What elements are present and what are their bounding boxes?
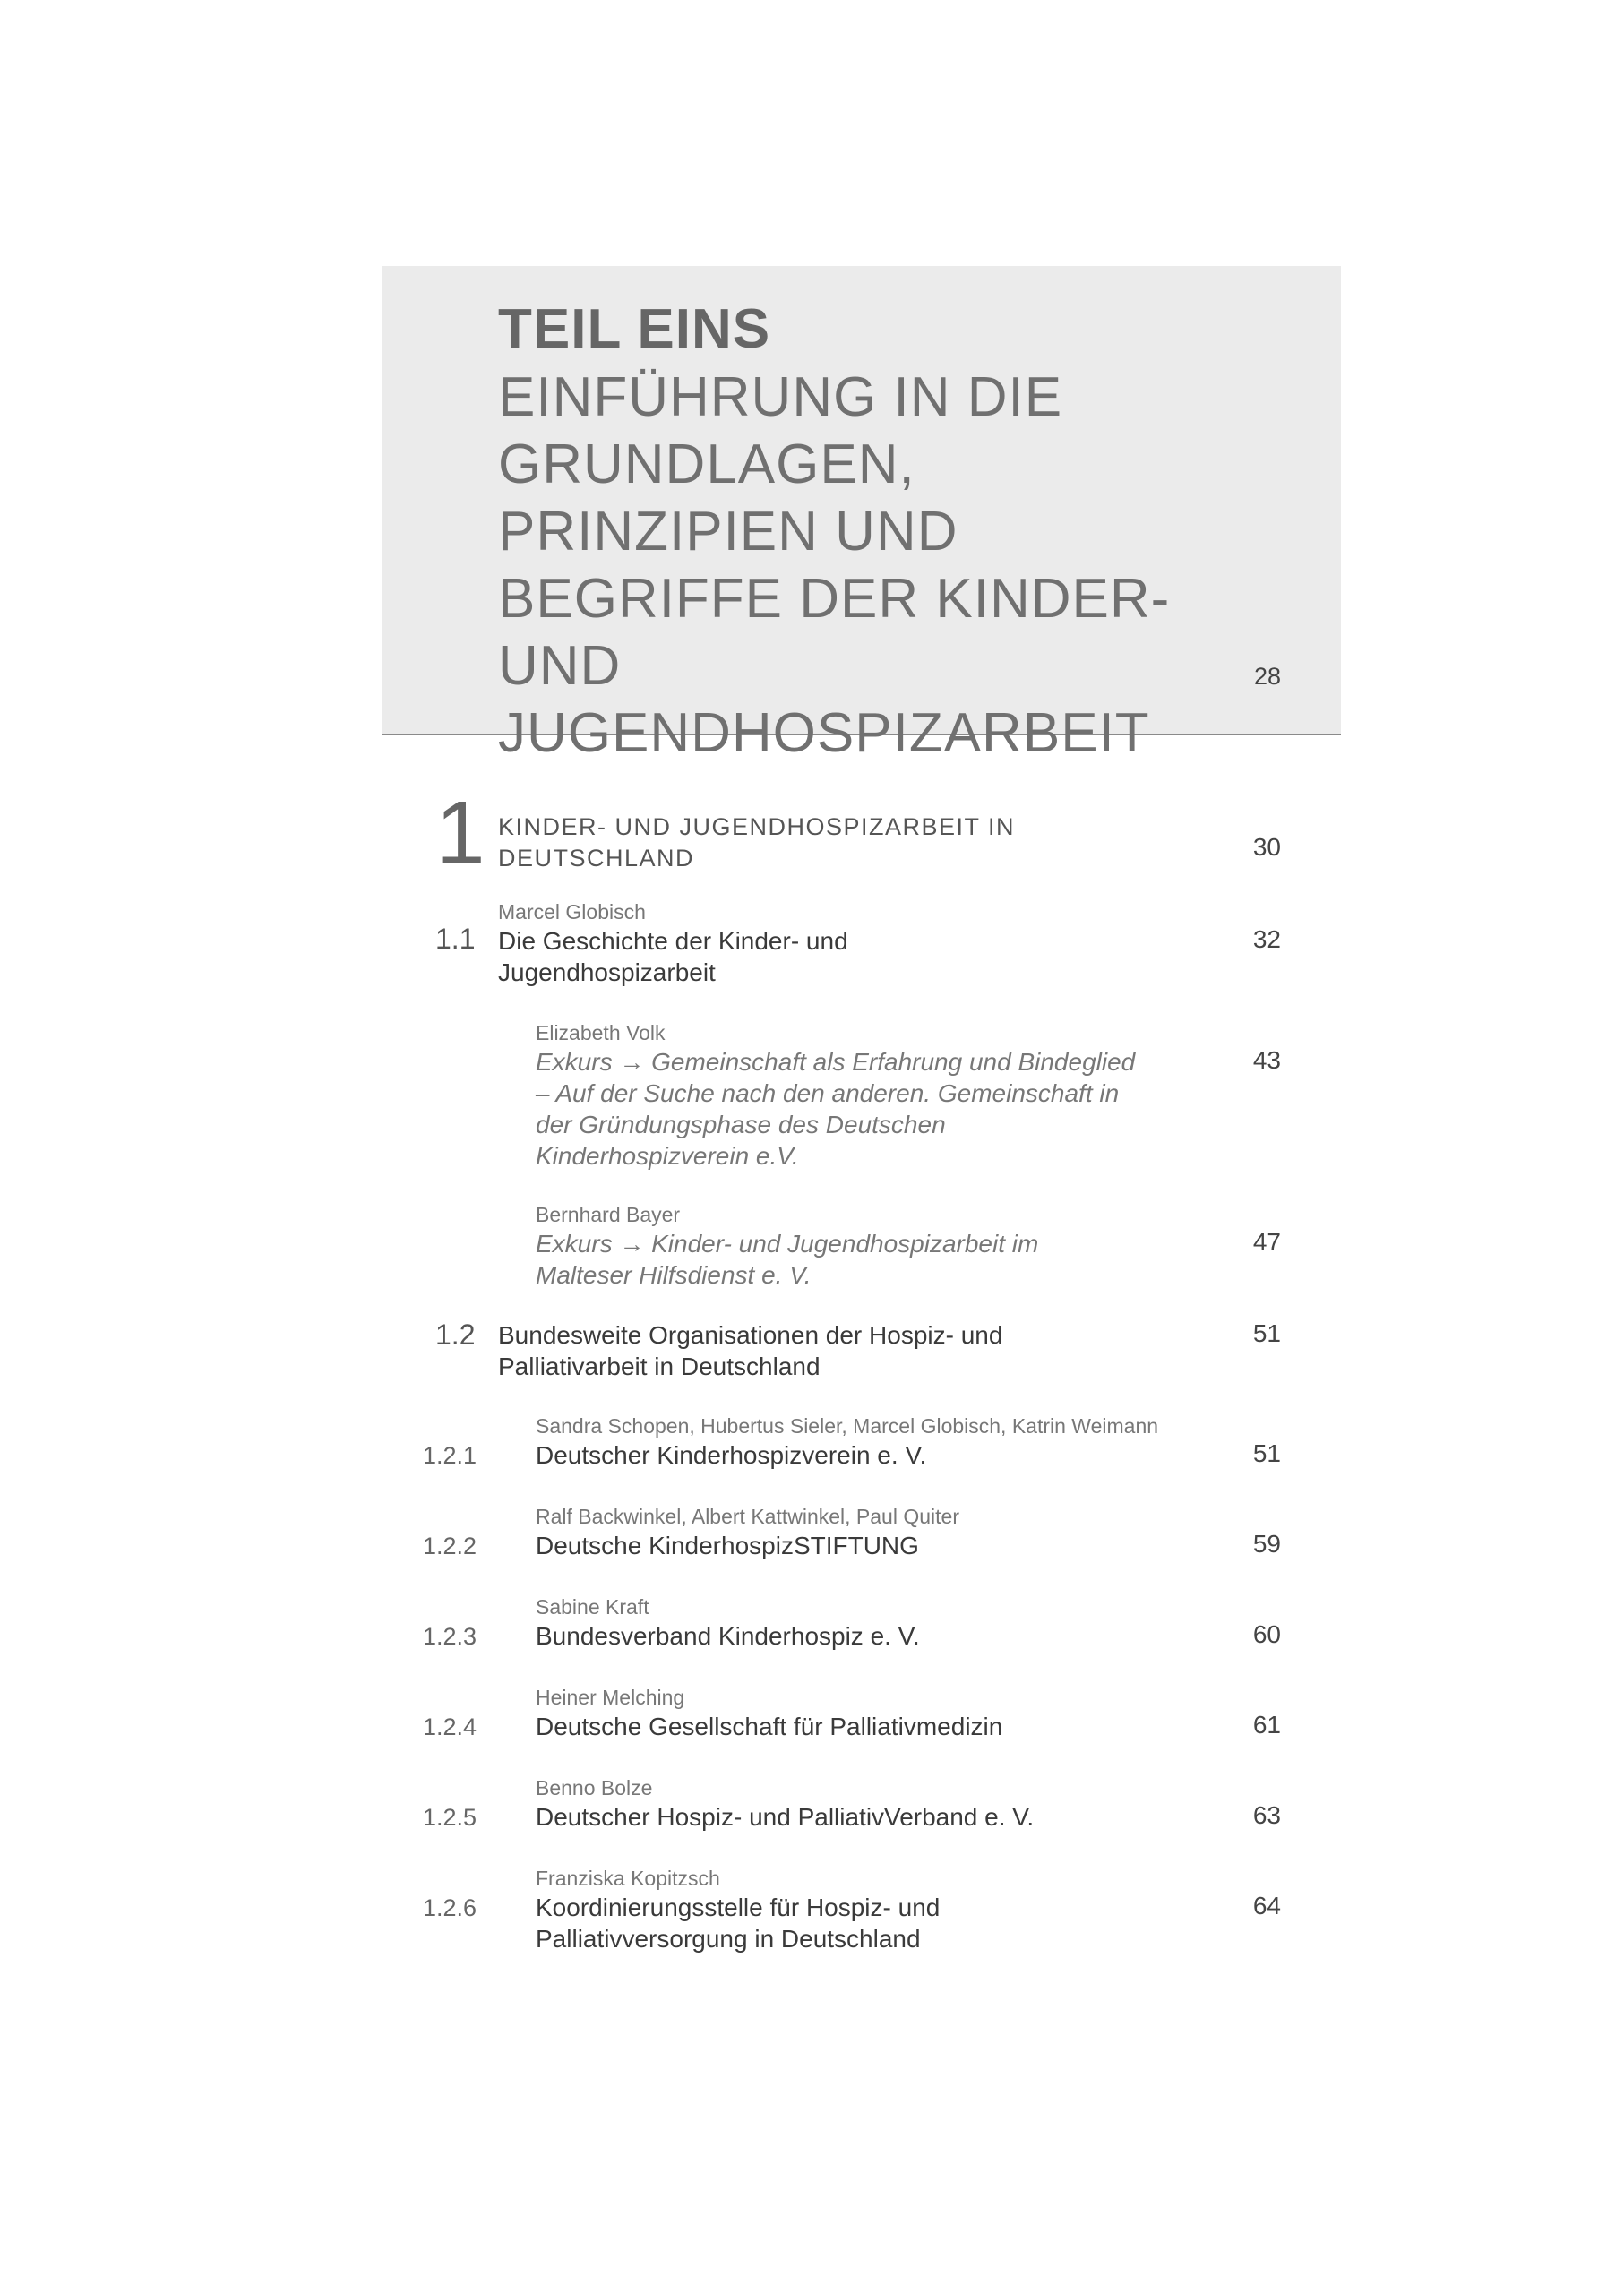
entry-number: 1.2	[435, 1318, 476, 1351]
entry-author: Benno Bolze	[536, 1776, 653, 1799]
entry-page-number: 60	[1252, 1620, 1281, 1648]
entry-number: 1.2.5	[423, 1804, 477, 1831]
entry-page-number: 61	[1252, 1711, 1281, 1739]
entry-page-number: 43	[1252, 1046, 1281, 1074]
entry-page-number: 51	[1252, 1319, 1281, 1347]
chapter-title: KINDER- UND JUGENDHOSPIZARBEIT IN DEUTSCHLAND	[498, 813, 1016, 872]
entry-title: Exkurs → Kinder- und Jugendhospizarbeit im Malteser Hilfsdienst e. V.	[536, 1230, 1039, 1289]
entry-title: Exkurs → Gemeinschaft als Erfahrung und Bindeglied – Auf der Suche nach den anderen. Gemeinschaft in der Gründungsphase des Deutschen Kinderhospizverein e.V.	[536, 1048, 1136, 1170]
part-label: TEIL EINS	[498, 298, 771, 360]
entry-author: Heiner Melching	[536, 1686, 685, 1709]
entry-author: Ralf Backwinkel, Albert Kattwinkel, Paul Quiter	[536, 1505, 959, 1528]
entry-number: 1.2.1	[423, 1442, 477, 1469]
entry-page-number: 32	[1252, 925, 1281, 953]
entry-page-number: 51	[1252, 1439, 1281, 1467]
entry-title: Deutscher Hospiz- und PalliativVerband e. V.	[536, 1803, 1035, 1831]
entry-title: Deutscher Kinderhospizverein e. V.	[536, 1441, 927, 1469]
entry-author: Bernhard Bayer	[536, 1203, 681, 1226]
entry-author: Elizabeth Volk	[536, 1021, 666, 1044]
entry-number: 1.2.2	[423, 1533, 477, 1559]
entry-author: Sabine Kraft	[536, 1595, 649, 1619]
entry-title: Deutsche KinderhospizSTIFTUNG	[536, 1532, 919, 1559]
entry-number: 1.1	[435, 923, 476, 955]
entry-title: Die Geschichte der Kinder- und Jugendhospizarbeit	[498, 927, 848, 986]
entry-number: 1.2.6	[423, 1894, 477, 1921]
entry-title: Deutsche Gesellschaft für Palliativmedizin	[536, 1713, 1003, 1740]
entry-title: Bundesverband Kinderhospiz e. V.	[536, 1622, 920, 1650]
entry-page-number: 63	[1252, 1801, 1281, 1829]
entry-page-number: 64	[1252, 1892, 1281, 1919]
entry-title: Bundesweite Organisationen der Hospiz- und Palliativarbeit in Deutschland	[498, 1321, 1003, 1380]
chapter-page-number: 30	[1252, 833, 1281, 861]
entry-author: Sandra Schopen, Hubertus Sieler, Marcel Globisch, Katrin Weimann	[536, 1414, 1159, 1438]
entry-number: 1.2.4	[423, 1713, 477, 1740]
entry-number: 1.2.3	[423, 1623, 477, 1650]
entry-page-number: 59	[1252, 1530, 1281, 1558]
entry-author: Franziska Kopitzsch	[536, 1867, 720, 1890]
entry-page-number: 47	[1252, 1228, 1281, 1256]
part-page-number: 28	[1254, 663, 1282, 690]
chapter-number: 1	[435, 783, 485, 883]
entry-title: Koordinierungsstelle für Hospiz- und Palliativversorgung in Deutschland	[536, 1894, 941, 1953]
entry-author: Marcel Globisch	[498, 900, 646, 923]
part-title: EINFÜHRUNG IN DIE GRUNDLAGEN, PRINZIPIEN UND BEGRIFFE DER KINDER- UND JUGENDHOSPIZARBEIT	[498, 366, 1171, 764]
